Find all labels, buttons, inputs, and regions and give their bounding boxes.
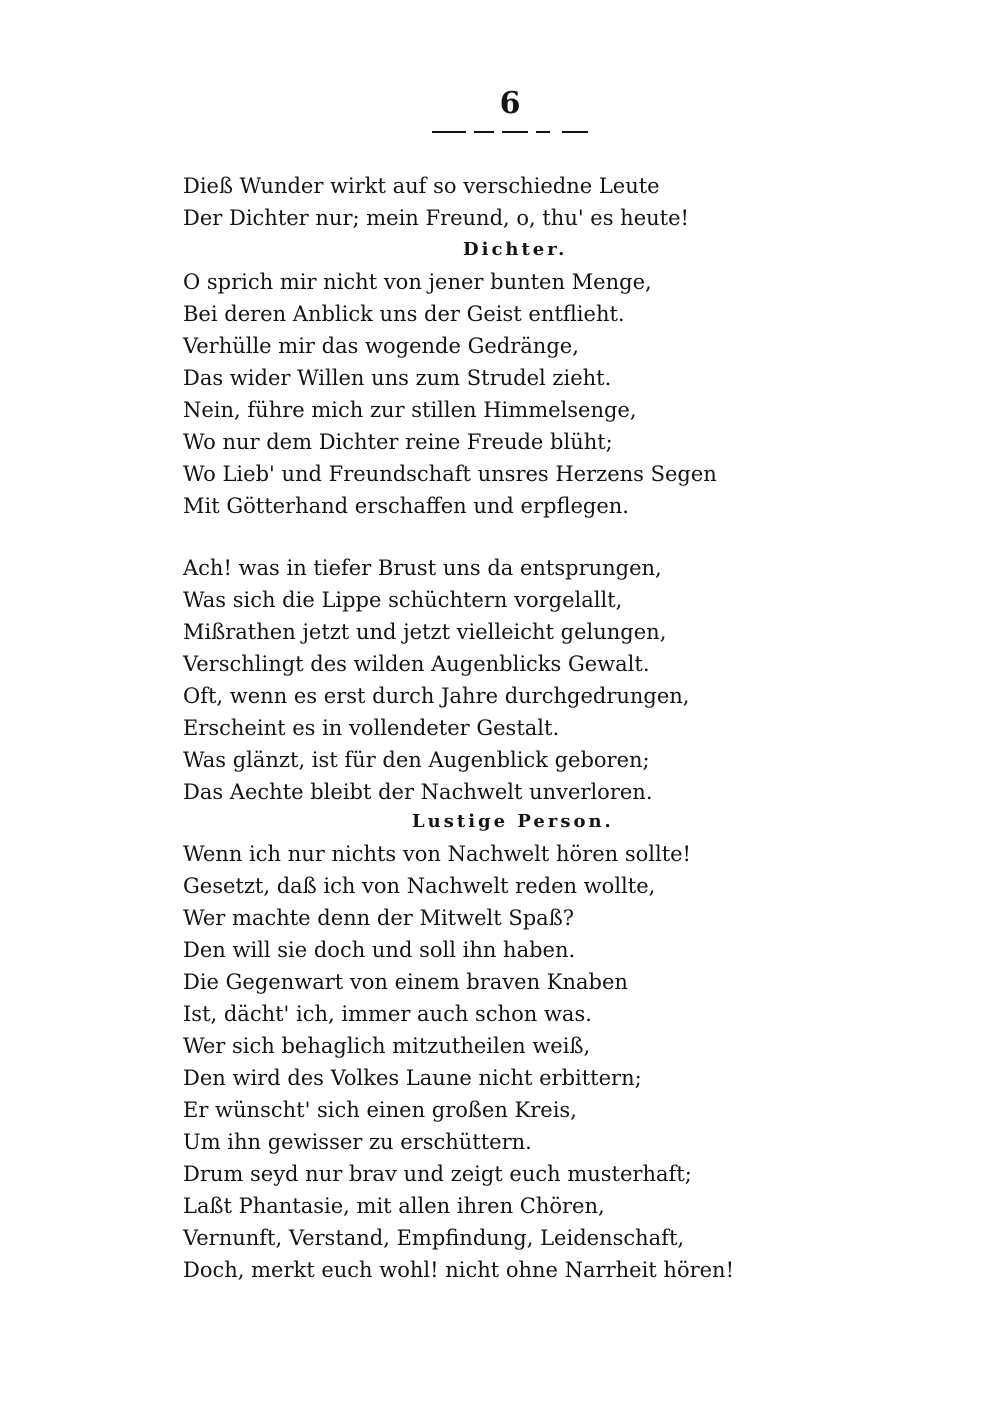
verse-line: Bei deren Anblick uns der Geist entflieht. [183,302,625,326]
speaker-heading [412,806,652,838]
verse-line: Mißrathen jetzt und jetzt vielleicht gelungen, [183,620,667,644]
verse-line: Doch, merkt euch wohl! nicht ohne Narrheit hören! [183,1258,735,1282]
verse-line: Wenn ich nur nichts von Nachwelt hören sollte! [183,842,691,866]
verse-line: Wo Lieb' und Freundschaft unsres Herzens Segen [183,462,717,486]
verse-line: Ach! was in tiefer Brust uns da entsprungen, [183,556,662,580]
verse-line: Der Dichter nur; mein Freund, o, thu' es heute! [183,206,689,230]
verse-line: Wer sich behaglich mitzutheilen weiß, [183,1034,591,1058]
verse-line: Nein, führe mich zur stillen Himmelsenge, [183,398,637,422]
verse-line: Das Aechte bleibt der Nachwelt unverloren. [183,780,653,804]
verse-line: Wer machte denn der Mitwelt Spaß? [183,906,574,930]
page-number: 6 [499,86,521,121]
speaker-name: Dichter. [463,239,568,260]
verse-line: Ist, dächt' ich, immer auch schon was. [183,1002,592,1026]
verse-line: Laßt Phantasie, mit allen ihren Chören, [183,1194,605,1218]
verse-line: Mit Götterhand erschaffen und erpflegen. [183,494,629,518]
verse-line: Gesetzt, daß ich von Nachwelt reden wollte, [183,874,656,898]
header-rule [432,131,588,133]
verse-line: Dieß Wunder wirkt auf so verschiedne Leute [183,174,660,198]
verse-line: Was sich die Lippe schüchtern vorgelallt, [183,588,623,612]
verse-line: Um ihn gewisser zu erschüttern. [183,1130,532,1154]
speaker-name: Lustige Person. [412,811,614,832]
verse-line: Erscheint es in vollendeter Gestalt. [183,716,560,740]
verse-line: O sprich mir nicht von jener bunten Menge, [183,270,652,294]
verse-line: Den wird des Volkes Laune nicht erbittern; [183,1066,642,1090]
verse-line: Verhülle mir das wogende Gedränge, [183,334,579,358]
verse-line: Den will sie doch und soll ihn haben. [183,938,576,962]
verse-line: Die Gegenwart von einem braven Knaben [183,970,628,994]
speaker-heading [463,234,603,266]
verse-line: Er wünscht' sich einen großen Kreis, [183,1098,577,1122]
stanza [183,552,763,808]
verse-line: Oft, wenn es erst durch Jahre durchgedrungen, [183,684,690,708]
verse-line: Das wider Willen uns zum Strudel zieht. [183,366,612,390]
verse-line: Drum seyd nur brav und zeigt euch musterhaft; [183,1162,692,1186]
stanza [183,266,763,522]
verse-line: Was glänzt, ist für den Augenblick geboren; [183,748,650,772]
verse-line: Vernunft, Verstand, Empfindung, Leidenschaft, [183,1226,685,1250]
verse-line: Verschlingt des wilden Augenblicks Gewalt. [183,652,650,676]
stanza [183,838,763,1286]
opening-lines [183,170,763,234]
verse-line: Wo nur dem Dichter reine Freude blüht; [183,430,613,454]
